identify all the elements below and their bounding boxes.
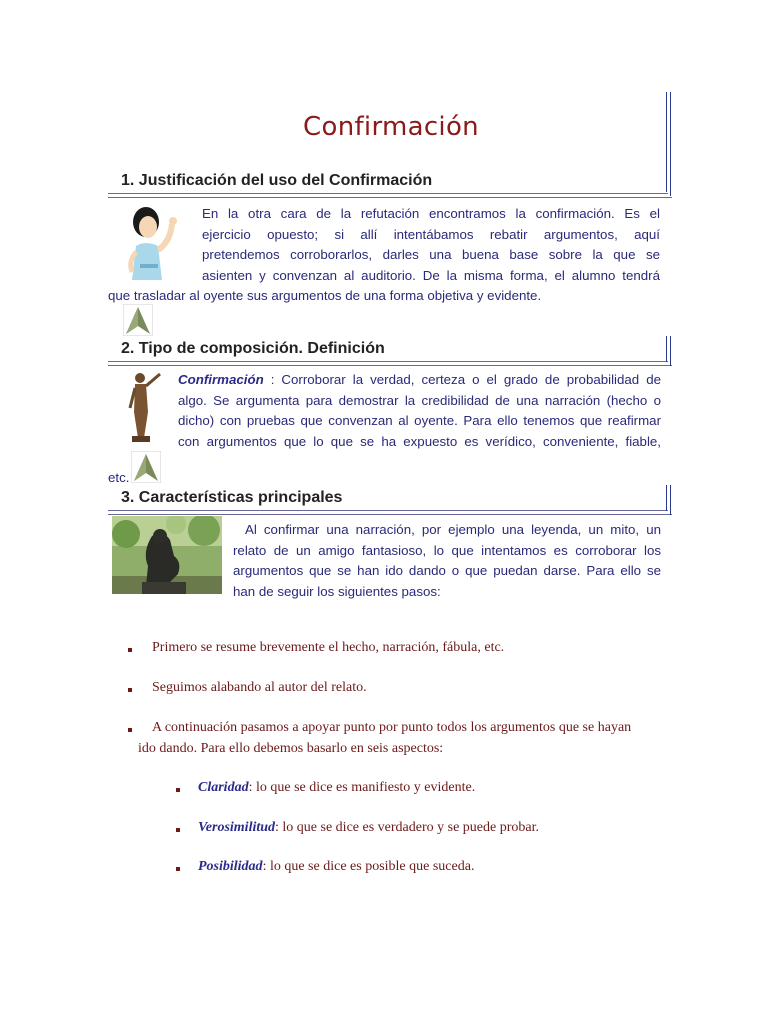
text-line: relato de un amigo fantasioso, lo que intentamos es corroborar los — [233, 542, 661, 558]
text-line: En la otra cara de la refutación encontramos la confirmación. Es el — [202, 206, 660, 221]
section-heading-text: 2. Tipo de composición. Definición — [121, 340, 385, 357]
text-line: argumentos que se han ido dando o que puedan darse. Para ello se — [233, 563, 661, 579]
text-line: han de seguir los siguientes pasos: — [233, 583, 441, 599]
thinker-sculpture-photo — [112, 516, 222, 594]
woman-illustration — [122, 202, 184, 284]
section-2-text — [178, 370, 661, 452]
section-heading-1 — [108, 168, 670, 198]
section-heading-2 — [108, 336, 670, 366]
statue-illustration — [122, 368, 166, 444]
text-line: que trasladar al oyente sus argumentos de una forma objetiva y evidente. — [108, 288, 542, 303]
text-line: Confirmación : Corroborar la verdad, certeza o el grado de probabilidad de — [178, 372, 661, 387]
section-1-text — [202, 204, 660, 286]
section-heading-3 — [108, 485, 670, 515]
text-line: etc. — [108, 470, 130, 485]
section-3-text — [233, 520, 661, 602]
back-to-top-arrow-icon[interactable] — [123, 304, 153, 336]
text-line: Al confirmar una narración, por ejemplo una leyenda, un mito, un — [245, 522, 661, 537]
text-line: dicho) con pruebas que convenzan al oyente. Para ello tenemos que reafirmar — [178, 413, 661, 429]
section-heading-text: 1. Justificación del uso del Confirmación — [121, 172, 433, 189]
document-page: Confirmación 1. Justificación del uso del Confirmación En la otra cara de la refutación encontramos la confirmación. Es el ejercicio opuesto; si allí intentábamos rebatir argumentos, aquí pretendemos corroborarlos, darles una buena base sobre la que se asienten y convenzan al auditorio. De la misma forma, el alumno tendrá que trasladar al oyente sus argumentos de una forma objetiva y evidente. 2. Tipo de composición. Definición Confirmación : Corroborar la verdad, certeza o el grado de probabilidad de algo. Se argumenta para demostrar la credibilidad de una narración (hecho o dicho) con pruebas que convenzan al oyente. Para ello tenemos que reafirmar con argumentos que lo que se ha expuesto es verídico, conveniente, fiable, etc. 3. Características principales Al confirmar una narración, por ejemplo una leyenda, un mito, un relato de un amigo fantasioso, lo que intentamos es corroborar los argumentos que se han ido dando o que puedan darse. Para ello se han de seguir los siguientes pasos: Primero se resume brevemente el hecho, narración, fábula, etc. Seguimos alabando al autor del relato. A continuación pasamos a apoyar punto por punto todos los argumentos que se hayan ido dando. Para ello debemos basarlo en seis aspectos: Claridad: lo que se dice es manifiesto y evidente. Verosimilitud: lo que se dice es verdadero y se puede probar. Posibilidad: lo que se dice es posible que suceda. — [0, 0, 768, 1024]
section-heading-text: 3. Características principales — [121, 489, 343, 506]
definition-term: Confirmación — [178, 372, 264, 387]
section-1-text-last — [108, 286, 668, 307]
text-line: algo. Se argumenta para demostrar la credibilidad de una narración (hecho o — [178, 392, 661, 408]
text-line: asienten y convenzan al auditorio. De la misma forma, el alumno tendrá — [202, 267, 660, 283]
text-line: con argumentos que lo que se ha expuesto es verídico, conveniente, fiable, — [178, 433, 661, 449]
page-title: Confirmación — [303, 112, 479, 142]
page-border-rule — [670, 92, 671, 196]
text-line: pretendemos corroborarlos, darles una buena base sobre la que se — [202, 247, 660, 263]
text-line: ejercicio opuesto; si allí intentábamos rebatir argumentos, aquí — [202, 226, 660, 242]
back-to-top-arrow-icon[interactable] — [131, 451, 161, 483]
